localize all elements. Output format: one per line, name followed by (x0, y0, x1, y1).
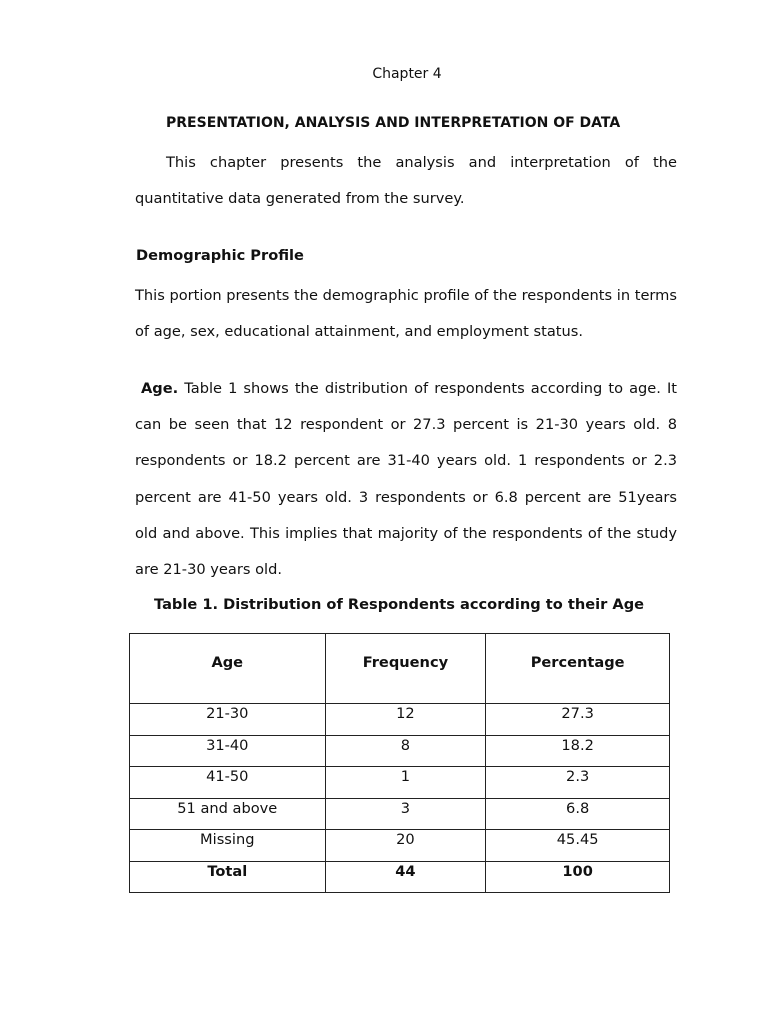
table-header-row (130, 634, 670, 704)
table-caption: Table 1. Distribution of Respondents according to their Age (154, 596, 645, 613)
table-total-row (130, 861, 670, 893)
cell-percentage: 2.3 (486, 767, 670, 799)
table-row (130, 767, 670, 799)
cell-percentage: 6.8 (486, 798, 670, 830)
section-intro-paragraph: This portion presents the demographic profile of the respondents in terms of age, sex, educational attainment, and employment status. (135, 287, 677, 341)
cell-age: 41-50 (130, 767, 326, 799)
cell-percentage: 27.3 (486, 704, 670, 736)
cell-frequency: 20 (325, 830, 486, 862)
cell-age: 31-40 (130, 735, 326, 767)
cell-age: Total (130, 861, 326, 893)
cell-frequency: 44 (325, 861, 486, 893)
table-row (130, 735, 670, 767)
cell-age: 21-30 (130, 704, 326, 736)
cell-percentage: 100 (486, 861, 670, 893)
cell-frequency: 3 (325, 798, 486, 830)
age-distribution-table (129, 633, 670, 893)
chapter-label: Chapter 4 (372, 66, 442, 82)
cell-percentage: 45.45 (486, 830, 670, 862)
header-percentage: Percentage (486, 634, 670, 704)
intro-paragraph: This chapter presents the analysis and interpretation of the quantitative data generated from the survey. (135, 154, 677, 208)
cell-frequency: 12 (325, 704, 486, 736)
cell-percentage: 18.2 (486, 735, 670, 767)
header-age: Age (130, 634, 326, 704)
cell-age: 51 and above (130, 798, 326, 830)
age-lead: Age. (141, 380, 179, 397)
age-paragraph (135, 371, 677, 588)
cell-frequency: 1 (325, 767, 486, 799)
chapter-title: PRESENTATION, ANALYSIS AND INTERPRETATION OF DATA (166, 115, 621, 131)
cell-age: Missing (130, 830, 326, 862)
table-row (130, 704, 670, 736)
table-row (130, 798, 670, 830)
header-frequency: Frequency (325, 634, 486, 704)
cell-frequency: 8 (325, 735, 486, 767)
table-row (130, 830, 670, 862)
section-heading: Demographic Profile (136, 247, 304, 264)
age-text: Table 1 shows the distribution of respondents according to age. It can be seen that 12 respondent or 27.3 percent is 21-30 years old. 8 respondents or 18.2 percent are 31-40 years old. 1 respondents or 2.3 percent are 41-50 years old. 3 respondents or 6.8 percent are 51years old and above. This implies that majority of the respondents of the study are 21-30 years old. (135, 380, 677, 579)
